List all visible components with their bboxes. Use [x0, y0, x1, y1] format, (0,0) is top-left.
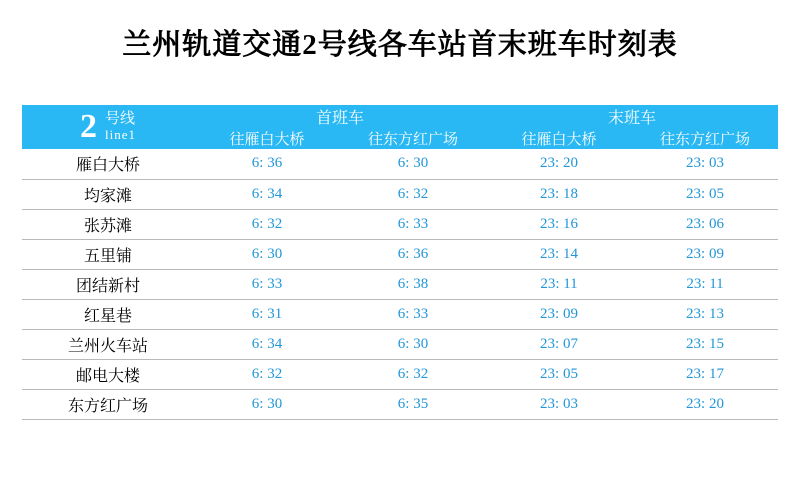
direction-header-2: 往东方红广场: [340, 128, 486, 149]
table-row: [22, 299, 778, 329]
time-cell: 23: 18: [486, 179, 632, 209]
timetable: [22, 105, 778, 420]
time-cell: 6: 35: [340, 389, 486, 419]
station-name: 五里铺: [22, 239, 194, 269]
time-cell: 23: 17: [632, 359, 778, 389]
station-name: 红星巷: [22, 299, 194, 329]
line-badge: [22, 105, 194, 149]
timetable-container: [22, 105, 778, 420]
direction-header-1: 往雁白大桥: [194, 128, 340, 149]
table-row: [22, 389, 778, 419]
time-cell: 6: 32: [340, 179, 486, 209]
time-cell: 6: 30: [340, 149, 486, 179]
time-cell: 6: 36: [340, 239, 486, 269]
table-row: [22, 179, 778, 209]
time-cell: 23: 11: [632, 269, 778, 299]
time-cell: 23: 03: [632, 149, 778, 179]
table-row: [22, 149, 778, 179]
time-cell: 6: 33: [194, 269, 340, 299]
page-title: 兰州轨道交通2号线各车站首末班车时刻表: [122, 29, 678, 61]
line-label-cn: 号线: [105, 110, 136, 127]
time-cell: 6: 32: [194, 359, 340, 389]
time-cell: 6: 31: [194, 299, 340, 329]
table-row: [22, 209, 778, 239]
table-row: [22, 329, 778, 359]
group-header-last-train: 末班车: [486, 105, 778, 128]
time-cell: 23: 14: [486, 239, 632, 269]
time-cell: 23: 05: [632, 179, 778, 209]
direction-header-4: 往东方红广场: [632, 128, 778, 149]
time-cell: 6: 32: [340, 359, 486, 389]
time-cell: 6: 32: [194, 209, 340, 239]
time-cell: 23: 20: [486, 149, 632, 179]
station-name: 雁白大桥: [22, 149, 194, 179]
station-name: 团结新村: [22, 269, 194, 299]
station-name: 张苏滩: [22, 209, 194, 239]
time-cell: 6: 33: [340, 299, 486, 329]
time-cell: 6: 34: [194, 179, 340, 209]
time-cell: 6: 36: [194, 149, 340, 179]
time-cell: 23: 11: [486, 269, 632, 299]
station-name: 均家滩: [22, 179, 194, 209]
time-cell: 23: 15: [632, 329, 778, 359]
station-name: 东方红广场: [22, 389, 194, 419]
timetable-header: [22, 105, 778, 149]
time-cell: 23: 20: [632, 389, 778, 419]
time-cell: 6: 30: [194, 239, 340, 269]
table-row: [22, 359, 778, 389]
station-name: 邮电大楼: [22, 359, 194, 389]
time-cell: 23: 09: [632, 239, 778, 269]
time-cell: 6: 30: [194, 389, 340, 419]
time-cell: 6: 38: [340, 269, 486, 299]
line-number: 2: [80, 108, 97, 145]
table-row: [22, 239, 778, 269]
time-cell: 6: 33: [340, 209, 486, 239]
time-cell: 6: 30: [340, 329, 486, 359]
time-cell: 23: 05: [486, 359, 632, 389]
time-cell: 23: 07: [486, 329, 632, 359]
time-cell: 23: 13: [632, 299, 778, 329]
time-cell: 23: 06: [632, 209, 778, 239]
time-cell: 6: 34: [194, 329, 340, 359]
time-cell: 23: 09: [486, 299, 632, 329]
time-cell: 23: 03: [486, 389, 632, 419]
table-row: [22, 269, 778, 299]
group-header-first-train: 首班车: [194, 105, 486, 128]
line-label-en: line1: [105, 127, 136, 143]
header-group-row: [22, 105, 778, 128]
direction-header-3: 往雁白大桥: [486, 128, 632, 149]
timetable-body: [22, 149, 778, 419]
time-cell: 23: 16: [486, 209, 632, 239]
station-name: 兰州火车站: [22, 329, 194, 359]
